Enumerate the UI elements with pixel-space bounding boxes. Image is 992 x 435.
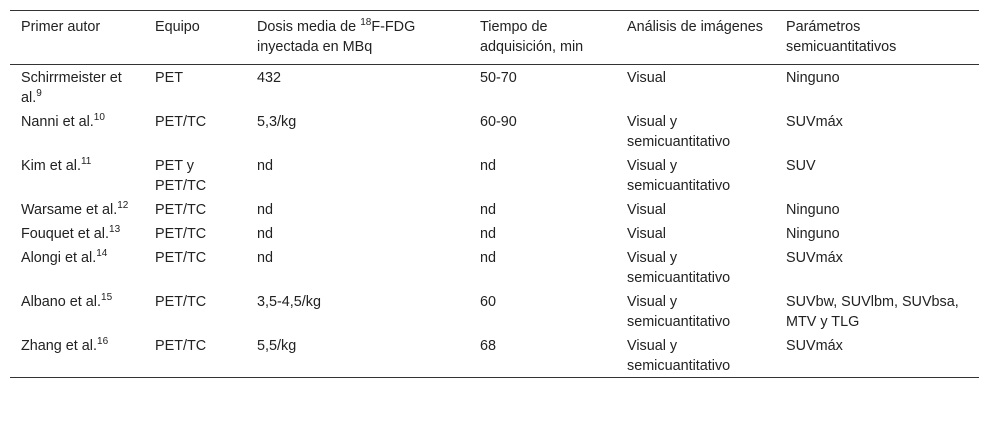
author-name: Alongi et al.	[21, 250, 97, 266]
cell-analisis: Visual	[627, 202, 666, 218]
table-row	[10, 153, 979, 197]
author-reference: 15	[101, 292, 113, 304]
author-name: Zhang et al.	[21, 338, 98, 354]
author-reference: 9	[36, 88, 42, 100]
cell-dosis: 3,5-4,5/kg	[257, 294, 321, 310]
cell-equipo: PET/TC	[155, 338, 207, 354]
header-dosis-sup: 18	[360, 17, 372, 29]
cell-analisis: Visual y semicuantitativo	[627, 158, 731, 194]
cell-author	[10, 109, 144, 153]
header-primer-autor: Primer autor	[21, 19, 101, 35]
cell-equipo: PET/TC	[155, 114, 207, 130]
author-name: Nanni et al.	[21, 114, 94, 130]
cell-parametros: Ninguno	[786, 202, 840, 218]
cell-author	[10, 153, 144, 197]
cell-tiempo: nd	[480, 158, 497, 174]
cell-analisis: Visual y semicuantitativo	[627, 250, 731, 286]
author-reference: 13	[109, 224, 121, 236]
cell-dosis: 432	[257, 70, 282, 86]
cell-author	[10, 289, 144, 333]
table-row	[10, 197, 979, 221]
cell-parametros: SUVbw, SUVlbm, SUVbsa, MTV y TLG	[786, 294, 959, 330]
cell-analisis: Visual y semicuantitativo	[627, 338, 731, 374]
header-analisis: Análisis de imágenes	[627, 19, 763, 35]
cell-equipo: PET/TC	[155, 250, 207, 266]
cell-author	[10, 245, 144, 289]
table-body	[10, 65, 979, 378]
header-equipo: Equipo	[155, 19, 200, 35]
author-name: Kim et al.	[21, 158, 81, 174]
cell-dosis: nd	[257, 202, 274, 218]
cell-author	[10, 221, 144, 245]
cell-equipo: PET/TC	[155, 294, 207, 310]
studies-table	[10, 10, 979, 378]
cell-author	[10, 197, 144, 221]
table-row	[10, 245, 979, 289]
cell-parametros: SUVmáx	[786, 250, 843, 266]
author-reference: 11	[80, 156, 92, 168]
table-row	[10, 109, 979, 153]
cell-analisis: Visual y semicuantitativo	[627, 294, 731, 330]
cell-analisis: Visual	[627, 70, 666, 86]
cell-tiempo: 50-70	[480, 70, 517, 86]
cell-tiempo: 60-90	[480, 114, 517, 130]
table-row	[10, 221, 979, 245]
author-name: Albano et al.	[21, 294, 102, 310]
table-header-row	[10, 11, 979, 65]
cell-parametros: SUV	[786, 158, 816, 174]
cell-tiempo: nd	[480, 226, 497, 242]
header-dosis-post: F-FDG inyectada en MBq	[257, 19, 416, 55]
cell-parametros: SUVmáx	[786, 114, 843, 130]
header-dosis	[246, 11, 469, 65]
cell-dosis: nd	[257, 250, 274, 266]
table-container	[10, 10, 979, 378]
cell-equipo: PET/TC	[155, 226, 207, 242]
cell-tiempo: nd	[480, 250, 497, 266]
cell-equipo: PET	[155, 70, 183, 86]
author-name: Warsame et al.	[21, 202, 118, 218]
cell-tiempo: 60	[480, 294, 497, 310]
header-dosis-pre: Dosis media de	[257, 19, 361, 35]
author-name: Schirrmeister et al.	[21, 70, 122, 106]
cell-analisis: Visual	[627, 226, 666, 242]
header-tiempo: Tiempo de adquisición, min	[480, 19, 584, 55]
cell-dosis: 5,5/kg	[257, 338, 297, 354]
cell-author	[10, 333, 144, 378]
table-row	[10, 289, 979, 333]
author-reference: 12	[117, 200, 129, 212]
author-reference: 14	[96, 248, 108, 260]
cell-author	[10, 65, 144, 110]
author-reference: 16	[97, 336, 109, 348]
cell-equipo: PET/TC	[155, 202, 207, 218]
cell-analisis: Visual y semicuantitativo	[627, 114, 731, 150]
cell-parametros: Ninguno	[786, 226, 840, 242]
cell-tiempo: nd	[480, 202, 497, 218]
table-row	[10, 333, 979, 378]
cell-tiempo: 68	[480, 338, 497, 354]
cell-dosis: 5,3/kg	[257, 114, 297, 130]
cell-parametros: Ninguno	[786, 70, 840, 86]
cell-dosis: nd	[257, 158, 274, 174]
cell-parametros: SUVmáx	[786, 338, 843, 354]
author-name: Fouquet et al.	[21, 226, 110, 242]
header-parametros: Parámetros semicuantitativos	[786, 19, 897, 55]
cell-dosis: nd	[257, 226, 274, 242]
author-reference: 10	[93, 112, 105, 124]
table-row	[10, 65, 979, 110]
cell-equipo: PET y PET/TC	[155, 158, 207, 194]
